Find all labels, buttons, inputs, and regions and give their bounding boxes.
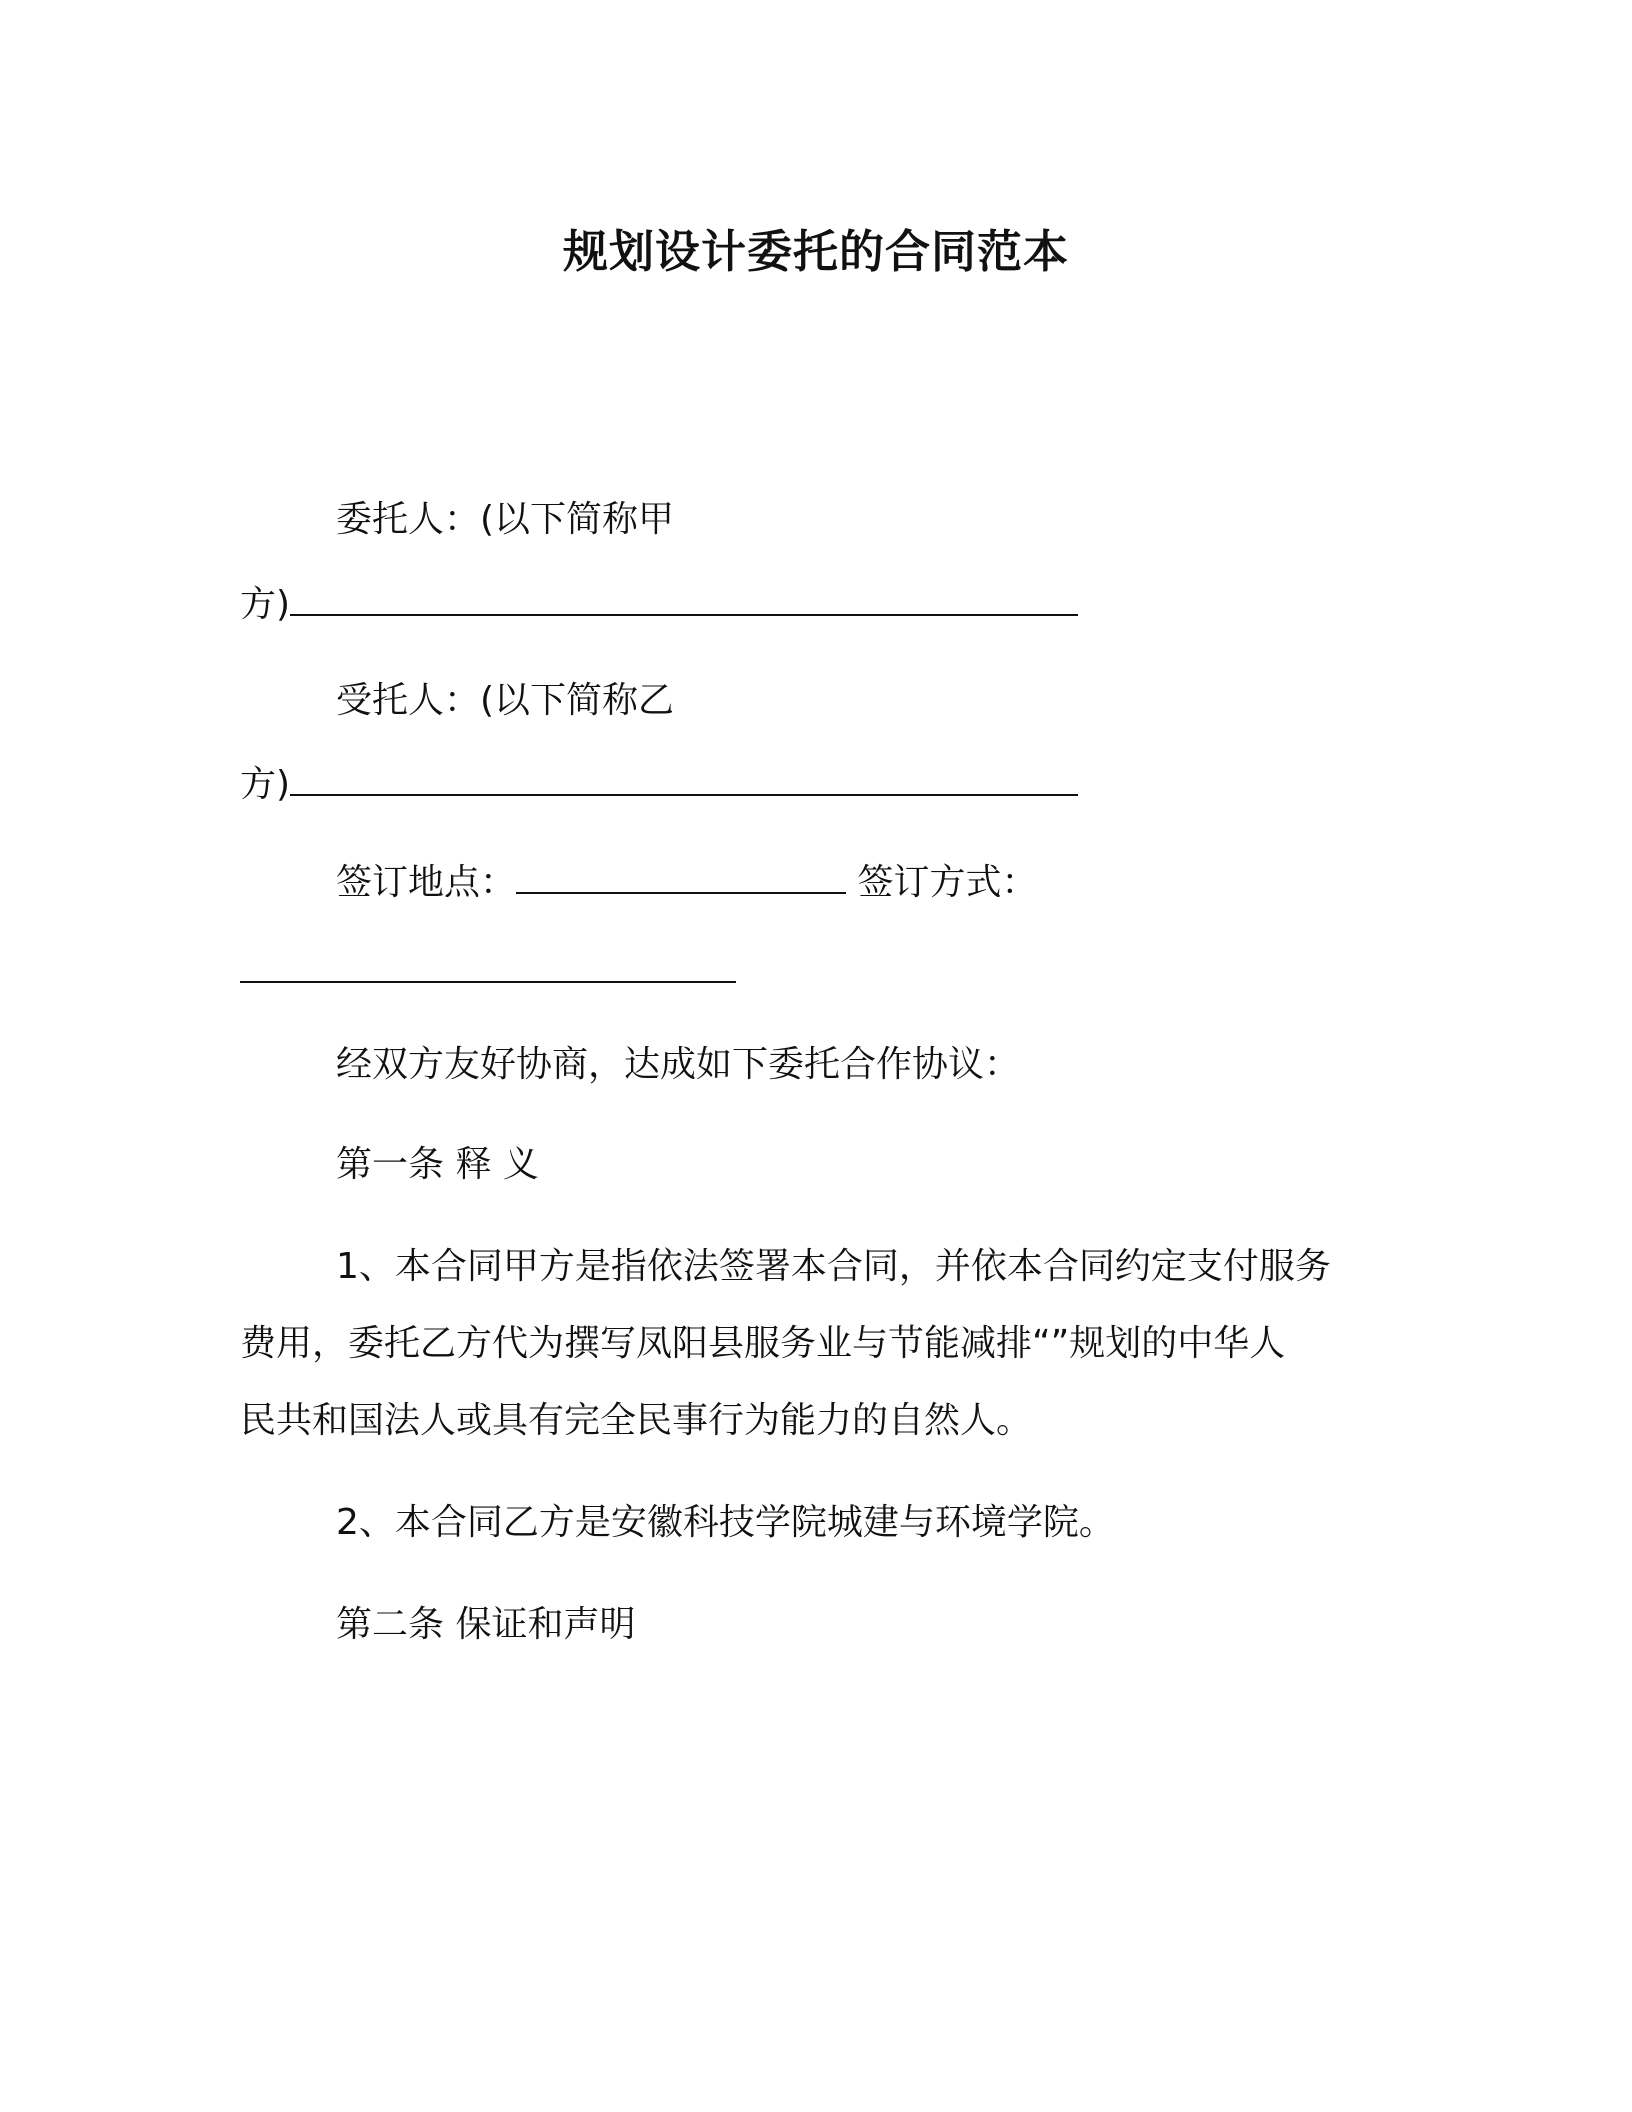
agent-label: 受托人：(以下简称乙: [336, 680, 675, 721]
agent-label-cont: 方): [240, 764, 291, 805]
signing-method-blank[interactable]: [240, 951, 736, 983]
clause1-line3: 民共和国法人或具有完全民事行为能力的自然人。: [240, 1400, 1033, 1441]
signing-method-line: [240, 947, 736, 997]
document-title: 规划设计委托的合同范本: [562, 225, 1069, 278]
intro-paragraph: 经双方友好协商，达成如下委托合作协议：: [336, 1044, 1021, 1085]
principal-line: [240, 580, 1078, 630]
article1-heading: 第一条 释 义: [336, 1144, 539, 1185]
article2-heading: 第二条 保证和声明: [336, 1604, 636, 1645]
agent-blank[interactable]: [290, 764, 1078, 796]
signing-method-label: 签订方式：: [857, 862, 1038, 903]
principal-label: 委托人：(以下简称甲: [336, 499, 675, 540]
signing-place-blank[interactable]: [516, 862, 846, 894]
clause2: 2、本合同乙方是安徽科技学院城建与环境学院。: [336, 1502, 1115, 1543]
signing-place-label: 签订地点：: [336, 862, 517, 903]
signing-line: [336, 858, 1037, 908]
clause1-line1: 1、本合同甲方是指依法签署本合同，并依本合同约定支付服务: [336, 1246, 1331, 1287]
principal-label-cont: 方): [240, 584, 291, 625]
clause1-line2: 费用，委托乙方代为撰写凤阳县服务业与节能减排“”规划的中华人: [240, 1323, 1286, 1364]
principal-blank[interactable]: [290, 584, 1078, 616]
agent-line: [240, 760, 1078, 810]
